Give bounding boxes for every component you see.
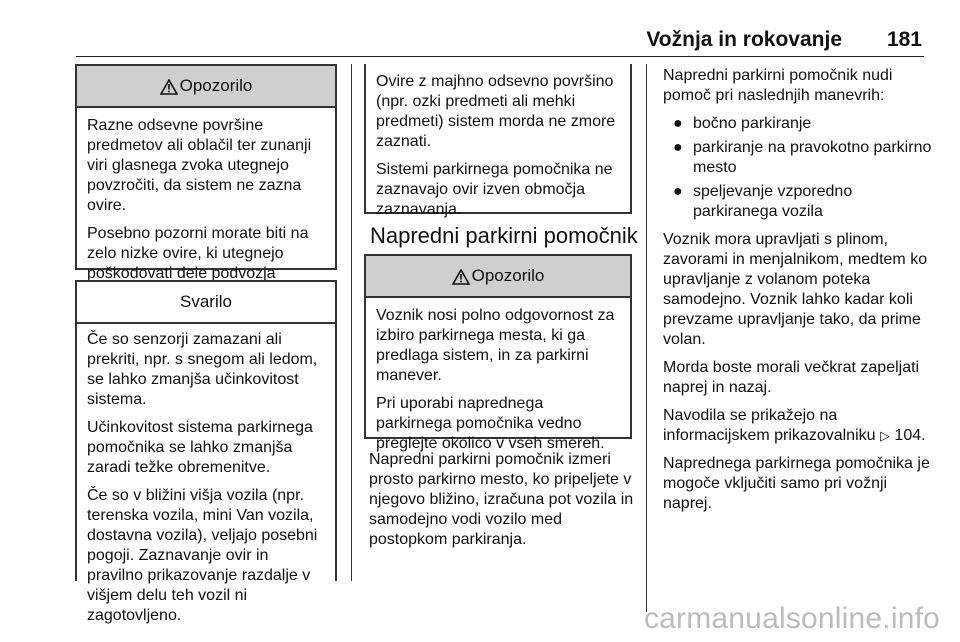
warning-box-body — [366, 298, 630, 454]
maneuver-list — [663, 114, 933, 222]
list-item: ● bočno parkiranje — [673, 115, 812, 132]
continued-paragraph: Sistemi parkirnega pomočnika ne zaznavajo ovir izven območja zaznavanja. — [376, 161, 613, 218]
warning-triangle-icon — [452, 269, 470, 285]
continued-box-body — [366, 64, 630, 220]
caution-paragraph: Učinkovitost sistema parkirnega pomočnika se lahko zmanjša zaradi težke obremenitve. — [87, 419, 313, 476]
warning-paragraph: Pri uporabi naprednega parkirnega pomočnika vedno preglejte okolico v vseh smereh. — [376, 395, 605, 452]
chapter-title: Vožnja in rokovanje — [646, 28, 842, 51]
warning-box-body — [77, 108, 335, 304]
list-item: ● speljevanje vzporedno parkiranega vozila — [673, 183, 853, 220]
page-number: 181 — [886, 28, 922, 51]
list-item: ● parkiranje na pravokotno parkirno mesto — [673, 139, 932, 176]
warning-box-header — [77, 66, 335, 108]
cross-reference-icon: ▷ — [879, 428, 890, 443]
warning-box-obstacles — [75, 64, 337, 282]
advanced-park-description — [369, 450, 637, 558]
body-paragraph: Napredni parkirni pomočnik izmeri prosto parkirno mesto, ko pripeljete v njegovo bližino, izračuna pot vozila in samodejno vodi vozilo med postopkom parkiranja. — [369, 451, 634, 548]
warning-box-header — [366, 256, 630, 298]
bullet-icon: ● — [673, 183, 683, 200]
warning-paragraph: Voznik nosi polno odgovornost za izbiro parkirnega mesta, ki ga predlaga sistem, in za parkirni manever. — [376, 307, 615, 384]
bullet-icon: ● — [673, 115, 683, 132]
caution-paragraph: Če so v bližini višja vozila (npr. terenska vozila, mini Van vozila, dostavna vozila), veljajo posebni pogoji. Zaznavanje ovir in pravilno prikazovanje razdalje v višjem delu teh vozil ni zagotovljeno. — [87, 487, 318, 624]
caution-box-body — [77, 324, 335, 626]
activation-paragraph: Naprednega parkirnega pomočnika je mogoče vključiti samo pri vožnji naprej. — [663, 455, 930, 512]
bullet-icon: ● — [673, 139, 683, 156]
caution-box-header — [77, 282, 335, 324]
page-reference-link[interactable]: 104. — [894, 427, 926, 444]
column-3-text — [663, 66, 933, 522]
caution-box-title: Svarilo — [180, 292, 232, 311]
warning-paragraph: Razne odsevne površine predmetov ali oblačil ter zunanji viri glasnega zvoka utegnejo povzročiti, da sistem ne zazna ovire. — [87, 117, 312, 214]
caution-box-continued — [364, 64, 632, 218]
driver-control-paragraph: Voznik mora upravljati s plinom, zavorami in menjalnikom, medtem ko upravljanje z volanom poteka samodejno. Voznik lahko kadar koli prevzame upravljanje tako, da prime volan. — [663, 231, 928, 348]
warning-triangle-icon — [160, 79, 178, 95]
warning-box-title: Opozorilo — [179, 76, 253, 95]
display-reference-paragraph: Navodila se prikažejo na informacijskem prikazovalniku ▷ 104. — [663, 407, 926, 444]
warning-box-title: Opozorilo — [471, 266, 545, 285]
section-heading: Napredni parkirni pomočnik — [370, 223, 638, 248]
watermark: carmanualsonline.info — [643, 602, 940, 635]
column-divider-right — [646, 64, 647, 612]
maneuvers-intro: Napredni parkirni pomočnik nudi pomoč pri naslednjih manevrih: — [663, 67, 893, 104]
warning-paragraph: Posebno pozorni morate biti na zelo nizke ovire, ki utegnejo poškodovati dele podvozja — [87, 225, 309, 282]
maneuver-note-paragraph: Morda boste morali večkrat zapeljati naprej in nazaj. — [663, 359, 920, 396]
caution-paragraph: Če so senzorji zamazani ali prekriti, npr. s snegom ali ledom, se lahko zmanjša učinkovitost sistema. — [87, 331, 318, 408]
header-rule — [76, 56, 924, 57]
column-divider-left — [351, 64, 352, 581]
caution-box-sensors — [75, 280, 337, 624]
warning-box-advanced-park — [364, 254, 632, 452]
continued-paragraph: Ovire z majhno odsevno površino (npr. ozki predmeti ali mehki predmeti) sistem morda ne zmore zaznati. — [376, 73, 616, 150]
